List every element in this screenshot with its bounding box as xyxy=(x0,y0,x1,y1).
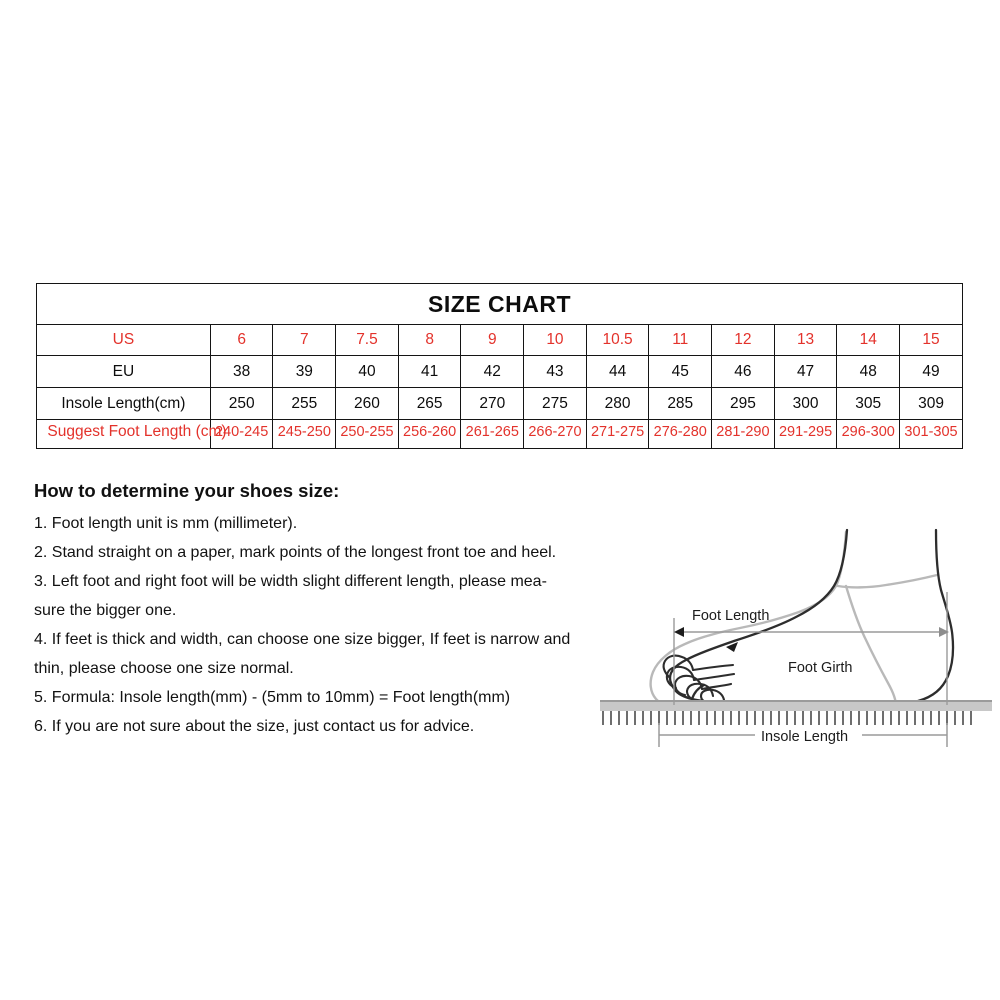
cell-eu-11: 49 xyxy=(900,356,963,388)
cell-suggest-3: 256-260 xyxy=(398,420,461,449)
cell-suggest-10: 296-300 xyxy=(837,420,900,449)
cell-us-5: 10 xyxy=(524,325,587,356)
instruction-line-4-cont: thin, please choose one size normal. xyxy=(34,660,294,677)
cell-us-6: 10.5 xyxy=(586,325,649,356)
cell-eu-5: 43 xyxy=(524,356,587,388)
cell-eu-2: 40 xyxy=(336,356,399,388)
size-chart-table xyxy=(36,283,963,449)
instruction-line-6: 6. If you are not sure about the size, just contact us for advice. xyxy=(34,718,475,735)
chart-title: SIZE CHART xyxy=(37,284,963,325)
foot-measurement-diagram xyxy=(600,520,992,782)
cell-us-8: 12 xyxy=(712,325,775,356)
foot-girth-label: Foot Girth xyxy=(788,660,853,676)
ruler-icon xyxy=(600,700,992,725)
cell-us-0: 6 xyxy=(210,325,273,356)
cell-suggest-11: 301-305 xyxy=(900,420,963,449)
instruction-line-4: 4. If feet is thick and width, can choose one size bigger, If feet is narrow and xyxy=(34,631,571,648)
cell-eu-6: 44 xyxy=(586,356,649,388)
cell-insole-11: 309 xyxy=(900,388,963,420)
instructions-block xyxy=(34,478,606,750)
cell-suggest-6: 271-275 xyxy=(586,420,649,449)
cell-eu-7: 45 xyxy=(649,356,712,388)
instruction-line-3-cont: sure the bigger one. xyxy=(34,602,177,619)
table-title-row xyxy=(37,284,963,325)
row-header-eu: EU xyxy=(37,356,211,388)
cell-insole-0: 250 xyxy=(210,388,273,420)
cell-us-11: 15 xyxy=(900,325,963,356)
cell-eu-9: 47 xyxy=(774,356,837,388)
cell-us-9: 13 xyxy=(774,325,837,356)
instruction-line-5: 5. Formula: Insole length(mm) - (5mm to 10mm) = Foot length(mm) xyxy=(34,689,511,706)
cell-insole-6: 280 xyxy=(586,388,649,420)
cell-insole-3: 265 xyxy=(398,388,461,420)
foot-length-label: Foot Length xyxy=(692,608,770,624)
cell-eu-1: 39 xyxy=(273,356,336,388)
cell-suggest-2: 250-255 xyxy=(336,420,399,449)
cell-eu-8: 46 xyxy=(712,356,775,388)
instruction-line-2: 2. Stand straight on a paper, mark points of the longest front toe and heel. xyxy=(34,544,557,561)
cell-suggest-4: 261-265 xyxy=(461,420,524,449)
cell-eu-4: 42 xyxy=(461,356,524,388)
table-row xyxy=(37,325,963,356)
cell-insole-5: 275 xyxy=(524,388,587,420)
cell-insole-1: 255 xyxy=(273,388,336,420)
cell-us-2: 7.5 xyxy=(336,325,399,356)
row-header-us: US xyxy=(37,325,211,356)
cell-us-7: 11 xyxy=(649,325,712,356)
insole-length-label: Insole Length xyxy=(761,729,849,745)
row-header-insole-length: Insole Length(cm) xyxy=(37,388,211,420)
cell-us-4: 9 xyxy=(461,325,524,356)
row-header-suggest-foot-length xyxy=(37,420,227,449)
table-row xyxy=(37,388,963,420)
cell-suggest-0: 240-245 xyxy=(210,420,273,449)
cell-us-10: 14 xyxy=(837,325,900,356)
cell-eu-3: 41 xyxy=(398,356,461,388)
instruction-line-3: 3. Left foot and right foot will be width slight different length, please mea- xyxy=(34,573,547,590)
cell-insole-4: 270 xyxy=(461,388,524,420)
cell-suggest-5: 266-270 xyxy=(524,420,587,449)
cell-us-1: 7 xyxy=(273,325,336,356)
cell-eu-10: 48 xyxy=(837,356,900,388)
table-row xyxy=(37,420,963,449)
cell-insole-9: 300 xyxy=(774,388,837,420)
cell-suggest-1: 245-250 xyxy=(273,420,336,449)
cell-insole-8: 295 xyxy=(712,388,775,420)
row-header-suggest-foot-length-text: Suggest Foot Length (cm) xyxy=(47,422,227,440)
cell-suggest-7: 276-280 xyxy=(649,420,712,449)
cell-us-3: 8 xyxy=(398,325,461,356)
instruction-line-1: 1. Foot length unit is mm (millimeter). xyxy=(34,515,298,532)
instructions-heading: How to determine your shoes size: xyxy=(34,480,340,501)
cell-suggest-9: 291-295 xyxy=(774,420,837,449)
cell-insole-10: 305 xyxy=(837,388,900,420)
cell-eu-0: 38 xyxy=(210,356,273,388)
cell-suggest-8: 281-290 xyxy=(712,420,775,449)
cell-insole-7: 285 xyxy=(649,388,712,420)
cell-insole-2: 260 xyxy=(336,388,399,420)
table-row xyxy=(37,356,963,388)
